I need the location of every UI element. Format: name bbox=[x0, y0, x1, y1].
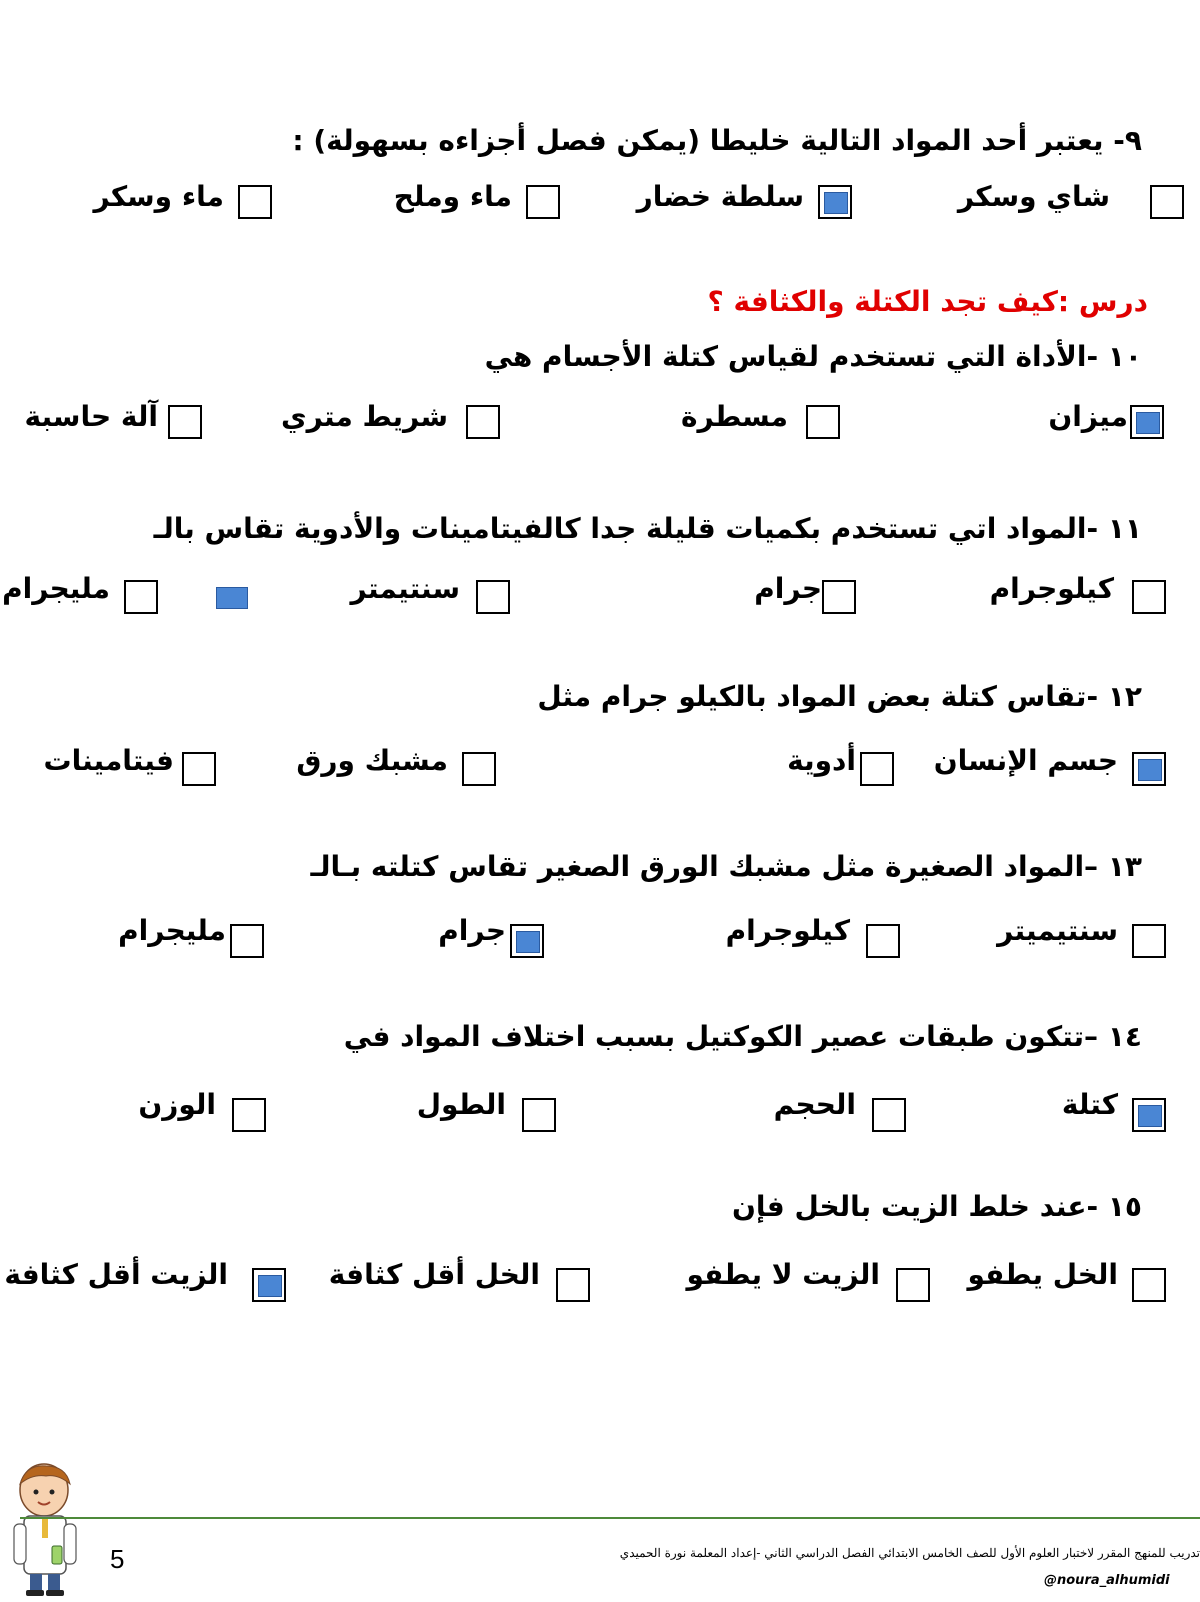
option-label: ميزان bbox=[1048, 400, 1128, 433]
option-checkbox[interactable] bbox=[462, 752, 496, 786]
option-label: مسطرة bbox=[680, 400, 788, 433]
option-checkbox[interactable] bbox=[476, 580, 510, 614]
option-label: ماء وسكر bbox=[93, 180, 224, 213]
option-label: سنتيميتر bbox=[997, 914, 1118, 947]
option-checkbox[interactable] bbox=[860, 752, 894, 786]
option-checkbox[interactable] bbox=[124, 580, 158, 614]
option-checkbox[interactable] bbox=[238, 185, 272, 219]
question-11-text: ١١ -المواد اتي تستخدم بكميات قليلة جدا كالفيتامينات والأدوية تقاس بالـ bbox=[153, 512, 1142, 545]
option-label: ماء وملح bbox=[393, 180, 512, 213]
option-checkbox[interactable] bbox=[896, 1268, 930, 1302]
option-checkbox[interactable] bbox=[168, 405, 202, 439]
option-checkbox-checked[interactable] bbox=[510, 924, 544, 958]
option-checkbox[interactable] bbox=[806, 405, 840, 439]
question-13-text: ١٣ –المواد الصغيرة مثل مشبك الورق الصغير تقاس كتلته بـالـ bbox=[310, 850, 1142, 883]
option-checkbox-checked[interactable] bbox=[1130, 405, 1164, 439]
option-checkbox[interactable] bbox=[1132, 1268, 1166, 1302]
option-label: الطول bbox=[416, 1088, 506, 1121]
question-12-text: ١٢ -تقاس كتلة بعض المواد بالكيلو جرام مثل bbox=[537, 680, 1142, 713]
option-checkbox[interactable] bbox=[1132, 924, 1166, 958]
option-checkbox[interactable] bbox=[822, 580, 856, 614]
page-number: 5 bbox=[110, 1544, 125, 1574]
footer-description: تدريب للمنهج المقرر لاختبار العلوم الأول للصف الخامس الابتدائي الفصل الدراسي الثاني -إعداد المعلمة نورة الحميدي bbox=[619, 1546, 1200, 1560]
option-checkbox-checked[interactable] bbox=[1132, 1098, 1166, 1132]
option-label: الوزن bbox=[138, 1088, 216, 1121]
option-checkbox[interactable] bbox=[866, 924, 900, 958]
option-checkbox-checked[interactable] bbox=[1132, 752, 1166, 786]
option-checkbox[interactable] bbox=[526, 185, 560, 219]
question-15-text: ١٥ -عند خلط الزيت بالخل فإن bbox=[731, 1190, 1142, 1223]
option-checkbox[interactable] bbox=[1150, 185, 1184, 219]
option-label: كيلوجرام bbox=[725, 914, 850, 947]
option-checkbox[interactable] bbox=[522, 1098, 556, 1132]
question-9-text: ٩- يعتبر أحد المواد التالية خليطا (يمكن فصل أجزاءه بسهولة) : bbox=[292, 124, 1142, 157]
option-label: جرام bbox=[754, 572, 822, 605]
question-14-text: ١٤ –تتكون طبقات عصير الكوكتيل بسبب اختلاف المواد في bbox=[343, 1020, 1142, 1053]
option-label: كتلة bbox=[1061, 1088, 1118, 1121]
option-checkbox[interactable] bbox=[466, 405, 500, 439]
option-label: جسم الإنسان bbox=[933, 744, 1118, 777]
lesson-title: درس :كيف تجد الكتلة والكثافة ؟ bbox=[707, 285, 1148, 318]
footer-divider bbox=[20, 1517, 1200, 1519]
option-checkbox-checked[interactable] bbox=[252, 1268, 286, 1302]
option-label: الحجم bbox=[773, 1088, 856, 1121]
option-label: آلة حاسبة bbox=[24, 400, 158, 433]
footer-handle: @noura_alhumidi bbox=[1044, 1573, 1170, 1588]
option-label: جرام bbox=[438, 914, 506, 947]
mascot-scientist-illustration bbox=[6, 1462, 86, 1598]
question-10-text: ١٠ -الأداة التي تستخدم لقياس كتلة الأجسام هي bbox=[484, 340, 1142, 373]
answer-mark bbox=[216, 587, 248, 609]
option-label: مليجرام bbox=[2, 572, 110, 605]
option-label: الزيت أقل كثافة bbox=[4, 1258, 228, 1291]
option-label: كيلوجرام bbox=[989, 572, 1114, 605]
option-checkbox[interactable] bbox=[556, 1268, 590, 1302]
option-label: سلطة خضار bbox=[636, 180, 804, 213]
option-label: الخل أقل كثافة bbox=[328, 1258, 540, 1291]
option-checkbox[interactable] bbox=[182, 752, 216, 786]
option-checkbox[interactable] bbox=[872, 1098, 906, 1132]
option-checkbox[interactable] bbox=[230, 924, 264, 958]
option-label: شاي وسكر bbox=[957, 180, 1110, 213]
option-checkbox-checked[interactable] bbox=[818, 185, 852, 219]
option-label: الخل يطفو bbox=[967, 1258, 1118, 1291]
option-label: الزيت لا يطفو bbox=[686, 1258, 880, 1291]
option-label: مشبك ورق bbox=[296, 744, 448, 777]
option-label: سنتيمتر bbox=[350, 572, 460, 605]
option-label: شريط متري bbox=[280, 400, 448, 433]
option-checkbox[interactable] bbox=[232, 1098, 266, 1132]
option-label: فيتامينات bbox=[43, 744, 174, 777]
option-label: مليجرام bbox=[118, 914, 226, 947]
option-label: أدوية bbox=[787, 744, 856, 777]
option-checkbox[interactable] bbox=[1132, 580, 1166, 614]
